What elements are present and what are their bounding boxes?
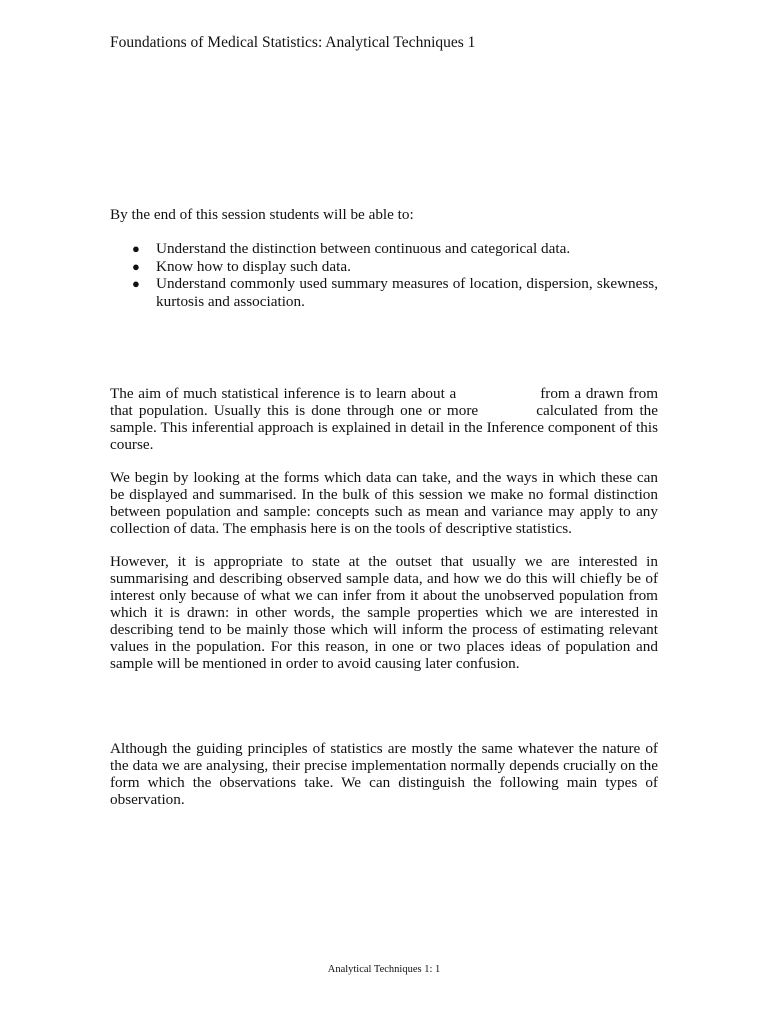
aim-text-2: from a bbox=[540, 385, 582, 402]
objective-item bbox=[110, 240, 658, 258]
bullet-icon: ● bbox=[132, 241, 140, 256]
objective-item bbox=[110, 275, 658, 310]
paragraph-although: Although the guiding principles of statistics are mostly the same whatever the nature of the data we are analysing, their precise implementation normally depends crucially on the form which the observations take. We can distinguish the following main types of observation. bbox=[110, 740, 658, 808]
aim-text-3: drawn from that population. Usually this is done through one or more bbox=[110, 385, 659, 419]
objective-text: Understand commonly used summary measures of location, dispersion, skewness, kurtosis and association. bbox=[156, 275, 658, 310]
aim-text-4: calculated from the sample. This inferential approach is explained in detail in the Inference component of this course. bbox=[110, 402, 659, 453]
paragraph-begin: We begin by looking at the forms which data can take, and the ways in which these can be displayed and summarised. In the bulk of this session we make no formal distinction between population and sample: concepts such as mean and variance may apply to any collection of data. The emphasis here is on the tools of descriptive statistics. bbox=[110, 469, 658, 537]
bullet-icon: ● bbox=[132, 276, 140, 291]
aim-text-1: The aim of much statistical inference is to learn about a bbox=[110, 385, 457, 402]
objective-text: Know how to display such data. bbox=[156, 257, 351, 275]
running-header: Foundations of Medical Statistics: Analytical Techniques 1 bbox=[110, 34, 476, 51]
objectives-list bbox=[110, 240, 658, 310]
page-footer: Analytical Techniques 1: 1 bbox=[327, 964, 441, 975]
bullet-icon: ● bbox=[132, 258, 140, 274]
objective-item bbox=[110, 258, 658, 276]
objective-text: Understand the distinction between continuous and categorical data. bbox=[156, 240, 571, 257]
paragraph-aim bbox=[110, 385, 658, 453]
objectives-intro: By the end of this session students will be able to: bbox=[110, 206, 414, 223]
paragraph-however: However, it is appropriate to state at the outset that usually we are interested in summarising and describing observed sample data, and how we do this will chiefly be of interest only because of what we can infer from it about the unobserved population from which it is drawn: in other words, the sample properties which we are interested in describing tend to be mainly those which will inform the process of estimating relevant values in the population. For this reason, in one or two places ideas of population and sample will be mentioned in order to avoid causing later confusion. bbox=[110, 553, 658, 672]
